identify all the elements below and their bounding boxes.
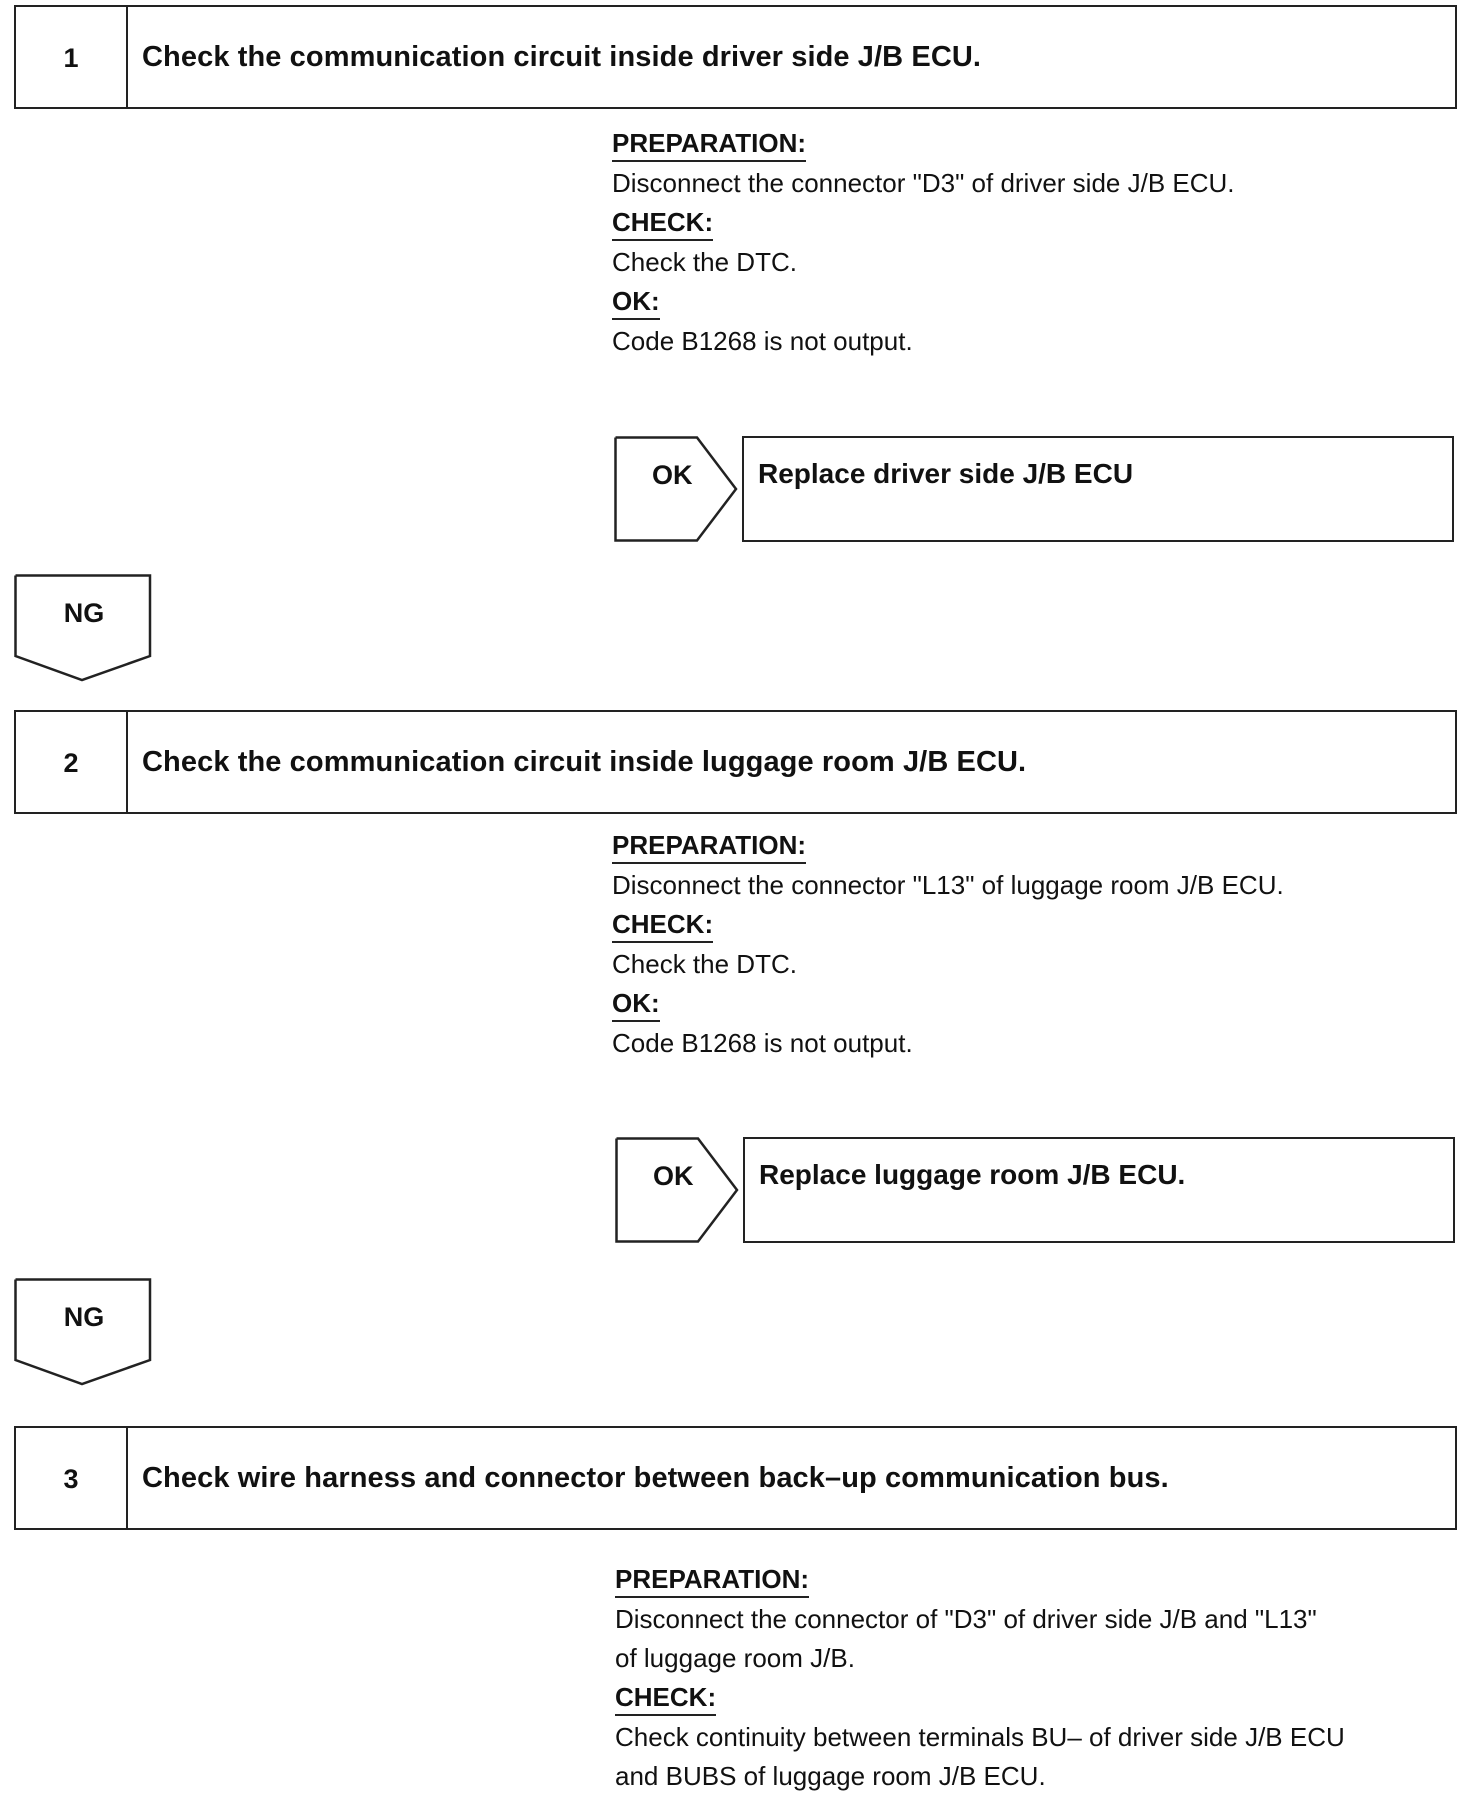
ok-badge: OK bbox=[652, 460, 693, 490]
step-number: 3 bbox=[16, 1428, 128, 1528]
ng-badge: NG bbox=[63, 1302, 105, 1332]
step-1-ok-result bbox=[614, 436, 1454, 542]
ok-text: Code B1268 is not output. bbox=[612, 326, 913, 356]
step-1-ng-branch bbox=[14, 574, 154, 684]
result-action: Replace luggage room J/B ECU. bbox=[743, 1137, 1455, 1243]
preparation-text: Disconnect the connector "L13" of luggage room J/B ECU. bbox=[612, 870, 1284, 900]
check-heading: CHECK: bbox=[612, 907, 713, 943]
step-title: Check wire harness and connector between back–up communication bus. bbox=[142, 1462, 1169, 1494]
preparation-text: Disconnect the connector "D3" of driver side J/B ECU. bbox=[612, 168, 1235, 198]
preparation-text: of luggage room J/B. bbox=[615, 1643, 855, 1673]
check-text: and BUBS of luggage room J/B ECU. bbox=[615, 1761, 1046, 1791]
ok-heading: OK: bbox=[612, 986, 660, 1022]
ok-heading: OK: bbox=[612, 284, 660, 320]
step-2-ok-result bbox=[615, 1137, 1455, 1243]
check-text: Check the DTC. bbox=[612, 949, 797, 979]
step-1-details bbox=[612, 124, 1462, 361]
result-action: Replace driver side J/B ECU bbox=[742, 436, 1454, 542]
step-title: Check the communication circuit inside luggage room J/B ECU. bbox=[142, 746, 1027, 778]
step-3-header bbox=[14, 1426, 1457, 1530]
step-title: Check the communication circuit inside driver side J/B ECU. bbox=[142, 41, 982, 73]
check-heading: CHECK: bbox=[615, 1680, 716, 1716]
preparation-heading: PREPARATION: bbox=[612, 126, 806, 162]
preparation-heading: PREPARATION: bbox=[612, 828, 806, 864]
preparation-heading: PREPARATION: bbox=[615, 1562, 809, 1598]
ng-badge: NG bbox=[63, 598, 105, 628]
step-number: 2 bbox=[16, 712, 128, 812]
step-2-details bbox=[612, 826, 1462, 1063]
step-2-header bbox=[14, 710, 1457, 814]
ok-arrow-shape bbox=[615, 1137, 745, 1247]
preparation-text: Disconnect the connector of "D3" of driver side J/B and "L13" bbox=[615, 1604, 1317, 1634]
step-3-details bbox=[615, 1560, 1465, 1796]
ng-arrow-shape bbox=[14, 574, 154, 684]
step-number: 1 bbox=[16, 7, 128, 107]
ng-arrow-shape bbox=[14, 1278, 154, 1388]
check-text: Check continuity between terminals BU– of driver side J/B ECU bbox=[615, 1722, 1345, 1752]
step-2-ng-branch bbox=[14, 1278, 154, 1388]
step-1-header bbox=[14, 5, 1457, 109]
check-heading: CHECK: bbox=[612, 205, 713, 241]
check-text: Check the DTC. bbox=[612, 247, 797, 277]
ok-arrow-shape bbox=[614, 436, 744, 546]
ok-badge: OK bbox=[653, 1161, 694, 1191]
ok-text: Code B1268 is not output. bbox=[612, 1028, 913, 1058]
